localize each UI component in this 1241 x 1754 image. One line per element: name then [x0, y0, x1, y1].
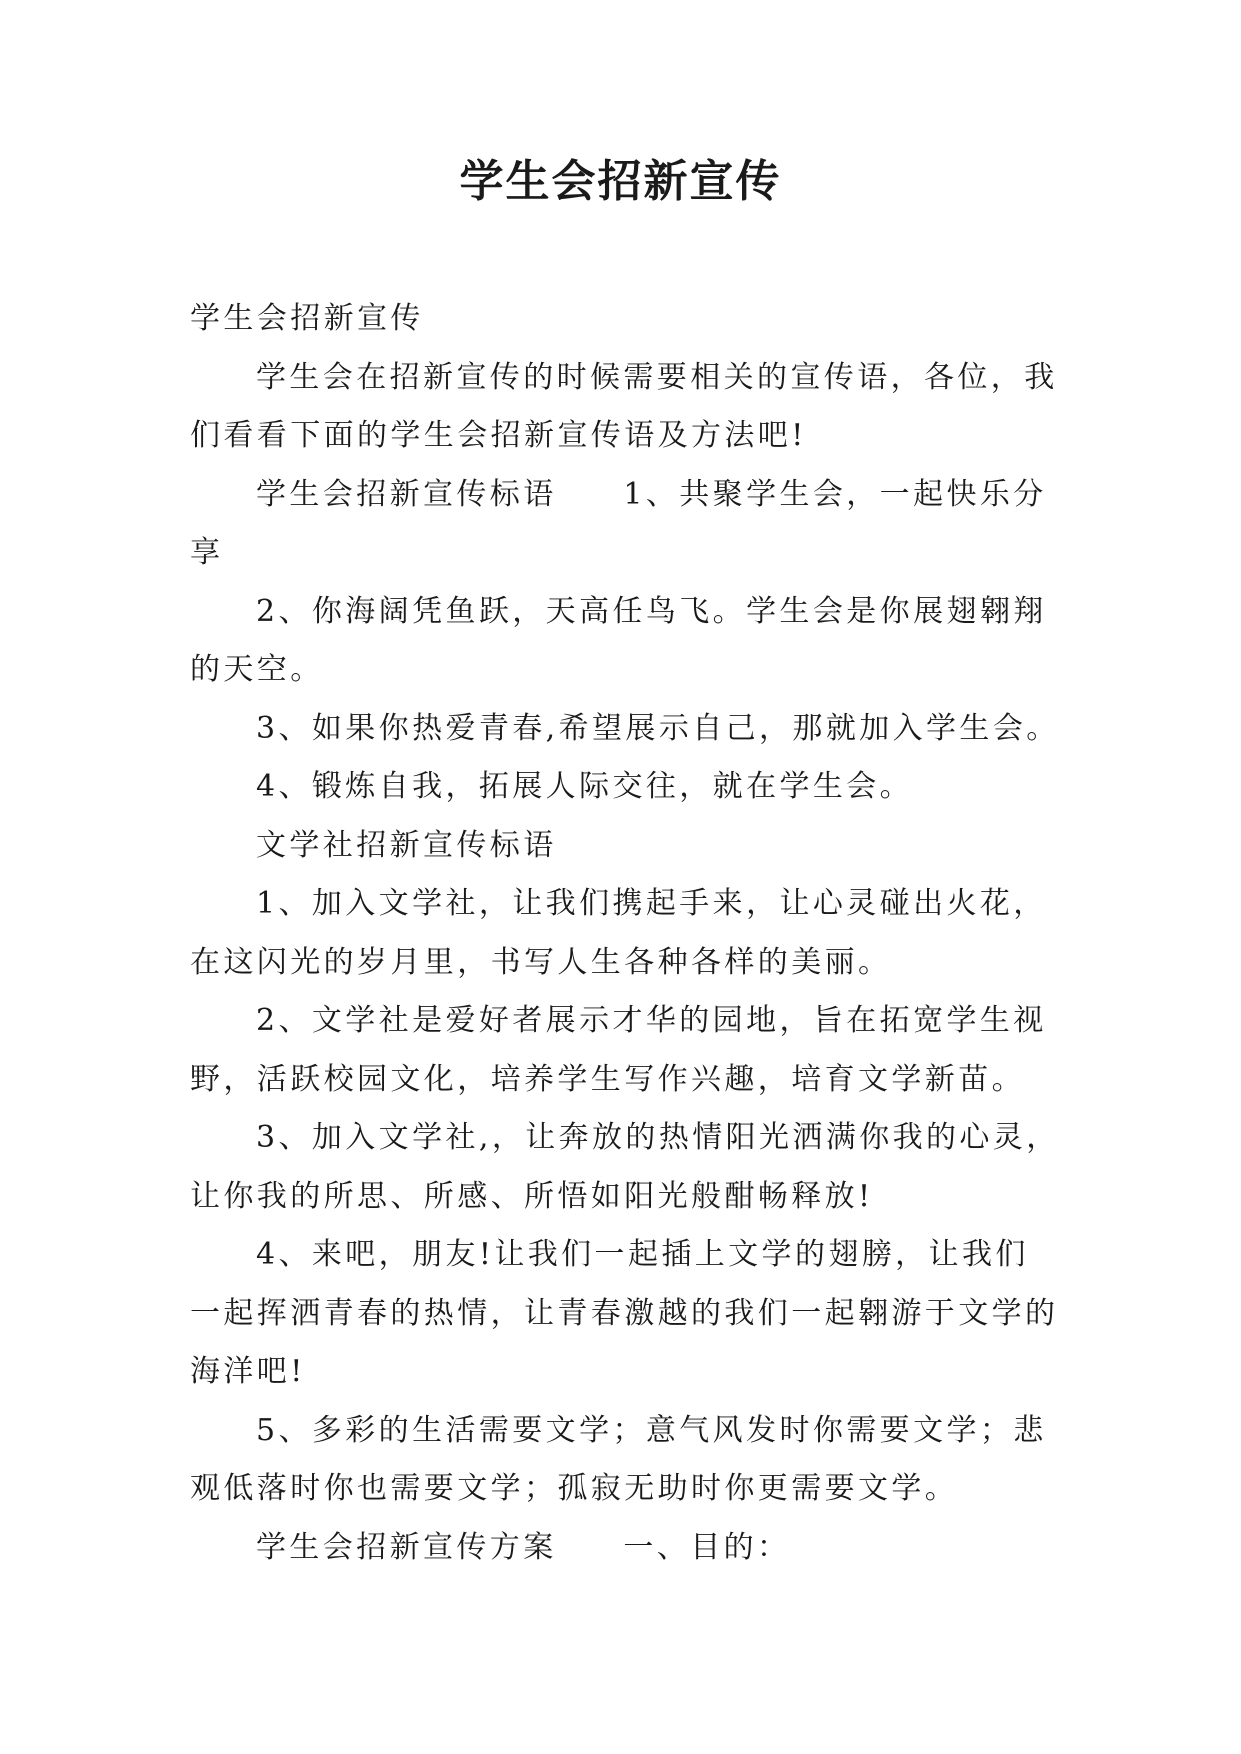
paragraph-subtitle: 学生会招新宣传 [190, 301, 424, 336]
paragraph-literature-4: 4、来吧，朋友!让我们一起插上文学的翅膀，让我们一起挥洒青春的热情，让青春激越的我们一起翱游于文学的海洋吧! [190, 1237, 1059, 1389]
paragraph-literature-2: 2、文学社是爱好者展示才华的园地，旨在拓宽学生视野，活跃校园文化，培养学生写作兴趣，培育文学新苗。 [190, 1003, 1047, 1097]
paragraph-literature-3: 3、加入文学社,，让奔放的热情阳光洒满你我的心灵，让你我的所思、所感、所悟如阳光般酣畅释放! [190, 1120, 1060, 1214]
paragraph-slogan-3: 3、如果你热爱青春,希望展示自己，那就加入学生会。 [256, 710, 1060, 746]
paragraph-slogan-heading-1: 学生会招新宣传标语 1、共聚学生会，一起快乐分享 [190, 476, 1047, 570]
document-title: 学生会招新宣传 [459, 156, 782, 207]
paragraph-slogan-2: 2、你海阔凭鱼跃，天高任鸟飞。学生会是你展翅翱翔的天空。 [190, 593, 1047, 687]
paragraph-intro: 学生会在招新宣传的时候需要相关的宣传语，各位，我们看看下面的学生会招新宣传语及方法吧! [190, 359, 1058, 453]
paragraph-literature-5: 5、多彩的生活需要文学；意气风发时你需要文学；悲观低落时你也需要文学；孤寂无助时你更需要文学。 [190, 1412, 1047, 1506]
document-body [190, 290, 1060, 1577]
paragraph-slogan-4: 4、锻炼自我，拓展人际交往，就在学生会。 [256, 769, 914, 804]
paragraph-plan-heading: 学生会招新宣传方案 一、目的： [256, 1529, 791, 1565]
paragraph-literature-heading: 文学社招新宣传标语 [256, 827, 557, 863]
paragraph-literature-1: 1、加入文学社，让我们携起手来，让心灵碰出火花，在这闪光的岁月里，书写人生各种各样的美丽。 [190, 886, 1047, 980]
